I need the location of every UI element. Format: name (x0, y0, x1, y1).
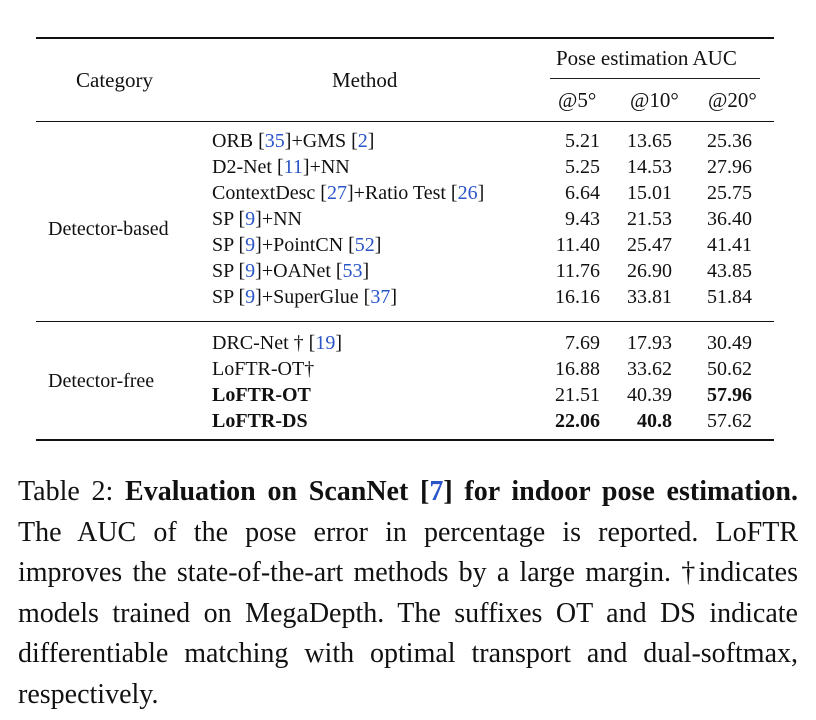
method-name (212, 258, 369, 284)
auc-value: 21.53 (627, 208, 672, 230)
citation-link[interactable]: 9 (245, 286, 256, 308)
method-text: LoFTR-DS (212, 410, 308, 432)
auc-value: 13.65 (627, 130, 672, 152)
auc-value: 25.75 (707, 182, 752, 204)
method-name (212, 408, 308, 434)
citation-link[interactable]: 52 (354, 234, 375, 256)
method-name (212, 232, 381, 258)
method-name (212, 284, 397, 310)
category-label: Detector-free (48, 370, 155, 392)
citation-link[interactable]: 35 (264, 130, 285, 152)
method-name (212, 382, 311, 408)
auc-value: 16.16 (555, 286, 600, 308)
method-text: LoFTR-OT (212, 384, 311, 406)
header-category: Category (76, 68, 153, 92)
citation-link[interactable]: 2 (357, 130, 368, 152)
header-group-rule (550, 78, 760, 79)
auc-value: 40.39 (627, 384, 672, 406)
auc-value: 25.47 (627, 234, 672, 256)
auc-value: 15.01 (627, 182, 672, 204)
auc-value: 33.81 (627, 286, 672, 308)
category-label: Detector-based (48, 218, 169, 240)
auc-value: 57.96 (707, 384, 752, 406)
auc-value: 5.21 (565, 130, 600, 152)
method-text: ]+OANet [ (255, 260, 343, 282)
method-text: ORB [ (212, 130, 265, 152)
method-name (212, 356, 314, 382)
caption-ref[interactable]: 7 (429, 476, 444, 507)
header-method: Method (332, 68, 398, 92)
method-name (212, 206, 302, 232)
auc-value: 22.06 (555, 410, 600, 432)
method-text: SP [ (212, 234, 246, 256)
method-text: ]+NN (255, 208, 302, 230)
auc-value: 5.25 (565, 156, 600, 178)
header-rule (36, 121, 774, 122)
method-text: ]+PointCN [ (255, 234, 355, 256)
method-text: ]+Ratio Test [ (346, 182, 458, 204)
method-text: ] (367, 130, 375, 152)
method-text: ] (335, 332, 342, 354)
auc-value: 7.69 (565, 332, 600, 354)
auc-value: 40.8 (637, 410, 672, 432)
method-text: ]+NN (302, 156, 350, 178)
method-text: ]+GMS [ (284, 130, 358, 152)
citation-link[interactable]: 11 (283, 156, 303, 178)
citation-link[interactable]: 9 (245, 234, 256, 256)
method-text: ] (390, 286, 397, 308)
results-table (36, 0, 774, 450)
method-text: ] (362, 260, 370, 282)
method-name (212, 330, 342, 356)
method-text: SP [ (212, 286, 246, 308)
citation-link[interactable]: 27 (326, 182, 347, 204)
top-rule (36, 37, 774, 39)
auc-value: 27.96 (707, 156, 752, 178)
bottom-rule (36, 439, 774, 441)
method-text: LoFTR-OT† (212, 358, 315, 380)
auc-value: 9.43 (565, 208, 600, 230)
auc-value: 16.88 (555, 358, 600, 380)
header-at10: @10° (630, 88, 679, 112)
caption-label: Table 2: (18, 476, 126, 507)
header-at20: @20° (708, 88, 757, 112)
table-caption (18, 472, 798, 715)
citation-link[interactable]: 19 (315, 332, 336, 354)
auc-value: 11.76 (555, 260, 600, 282)
citation-link[interactable]: 26 (457, 182, 478, 204)
auc-value: 6.64 (565, 182, 600, 204)
method-text: SP [ (212, 208, 246, 230)
method-text: ] (477, 182, 485, 204)
header-pose-auc: Pose estimation AUC (556, 46, 737, 70)
citation-link[interactable]: 53 (342, 260, 363, 282)
header-at5: @5° (558, 88, 597, 112)
auc-value: 17.93 (627, 332, 672, 354)
citation-link[interactable]: 9 (245, 208, 256, 230)
auc-value: 36.40 (707, 208, 752, 230)
auc-value: 14.53 (627, 156, 672, 178)
method-text: D2-Net [ (212, 156, 284, 178)
auc-value: 33.62 (627, 358, 672, 380)
method-text: ContextDesc [ (212, 182, 327, 204)
auc-value: 11.40 (555, 234, 600, 256)
method-text: ]+SuperGlue [ (255, 286, 371, 308)
section-rule (36, 321, 774, 322)
auc-value: 43.85 (707, 260, 752, 282)
caption-title: Evaluation on ScanNet [7] for indoor pose estimation. (125, 476, 798, 507)
citation-link[interactable]: 37 (370, 286, 391, 308)
auc-value: 51.84 (707, 286, 752, 308)
auc-value: 41.41 (707, 234, 752, 256)
auc-value: 26.90 (627, 260, 672, 282)
method-text: ] (374, 234, 382, 256)
method-text: SP [ (212, 260, 246, 282)
auc-value: 30.49 (707, 332, 752, 354)
caption-body: The AUC of the pose error in percentage is reported. LoFTR improves the state-of-the-art methods by a large margin. †indicates models trained on MegaDepth. The suffixes OT and DS indicate differentiable matching with optimal transport and dual-softmax, respectively. (18, 516, 798, 710)
method-name (212, 154, 350, 180)
auc-value: 21.51 (555, 384, 600, 406)
method-text: DRC-Net † [ (212, 332, 316, 354)
auc-value: 50.62 (707, 358, 752, 380)
method-name (212, 180, 484, 206)
method-name (212, 128, 374, 154)
auc-value: 57.62 (707, 410, 752, 432)
auc-value: 25.36 (707, 130, 752, 152)
citation-link[interactable]: 9 (245, 260, 256, 282)
